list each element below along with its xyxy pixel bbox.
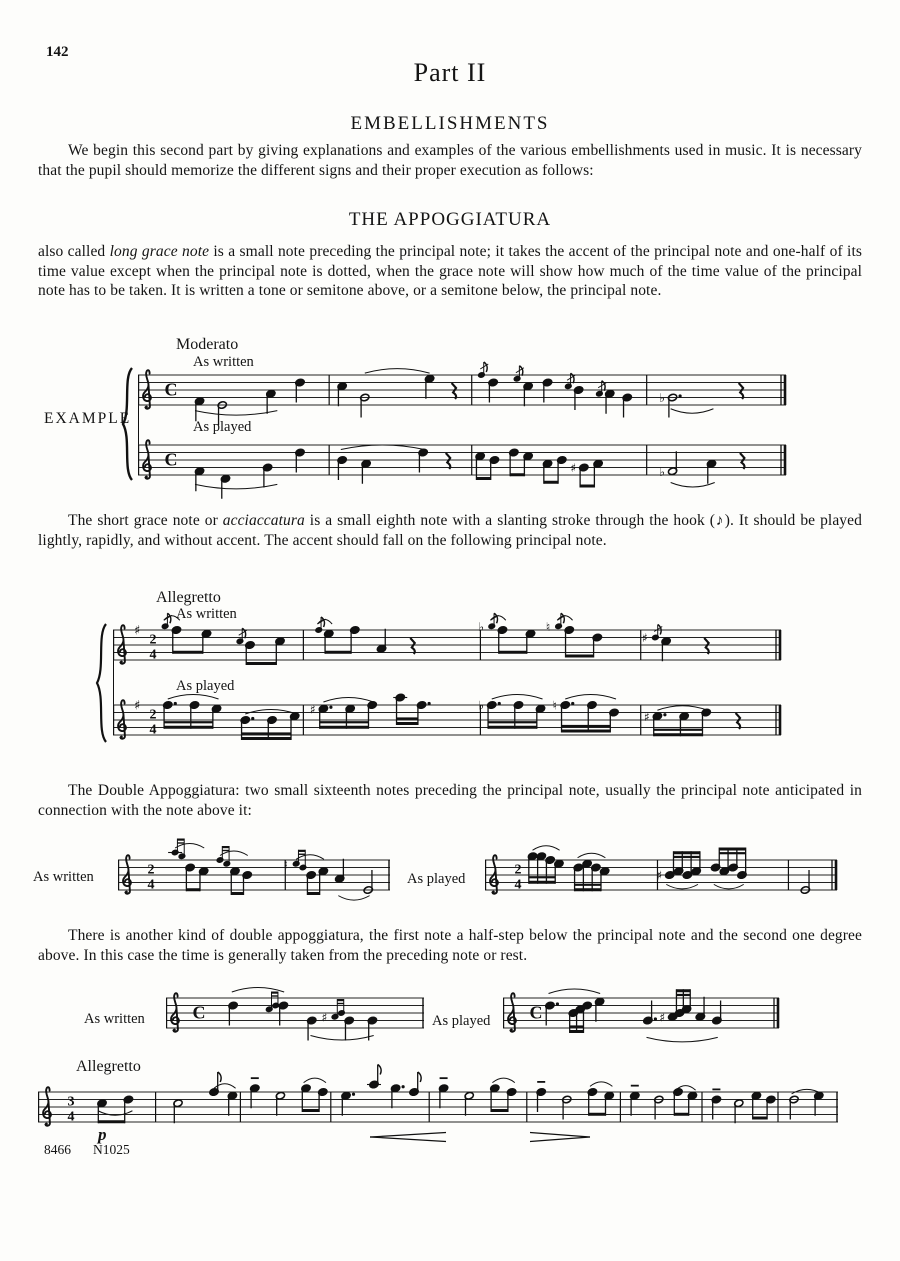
svg-text:C: C — [164, 449, 178, 470]
as-written-label-4: As written — [84, 1011, 145, 1027]
svg-text:C: C — [192, 1002, 206, 1023]
appoggiatura-lead: also called — [38, 243, 110, 260]
half-step-text: There is another kind of double appoggiatura, the first note a half-step below the principal note and the second one degree above. In this case the time is generally taken from the preceding note or rest. — [38, 927, 862, 964]
svg-text:♭: ♭ — [659, 464, 665, 479]
svg-text:4: 4 — [67, 1109, 75, 1125]
half-step-paragraph — [38, 926, 862, 965]
svg-text:2: 2 — [149, 632, 157, 648]
svg-text:♭: ♭ — [478, 619, 485, 634]
svg-text:♭: ♭ — [478, 698, 485, 713]
svg-text:4: 4 — [149, 647, 157, 663]
appoggiatura-rest: is a small note preceding the principal note; it takes the accent of the principal note and one-half of its time value except when the principal note is dotted, when the grace note will show how much of the time value of the principal note has to be taken. It is written a tone or semitone above, or a semitone below, the principal note. — [38, 243, 862, 299]
appoggiatura-heading: THE APPOGGIATURA — [348, 209, 552, 230]
tempo-allegretto-2: Allegretto — [76, 1058, 141, 1075]
svg-text:♯: ♯ — [321, 1010, 328, 1025]
as-played-label-1: As played — [193, 419, 252, 435]
tempo-allegretto-1: Allegretto — [156, 589, 221, 606]
staff-allegretto-closing-line — [33, 1060, 846, 1187]
appoggiatura-term: long grace note — [109, 243, 210, 260]
double-appoggiatura-paragraph — [38, 781, 862, 820]
svg-text:♮: ♮ — [545, 619, 551, 634]
plate-number: 8466 — [44, 1142, 71, 1157]
svg-text:4: 4 — [514, 877, 522, 893]
svg-text:♯: ♯ — [310, 702, 316, 717]
acciaccatura-lead: The short grace note or — [68, 512, 223, 529]
page-number: 142 — [46, 44, 69, 60]
example-label: EXAMPLE — [44, 410, 132, 427]
svg-text:3: 3 — [67, 1094, 75, 1110]
acciaccatura-paragraph — [38, 511, 862, 550]
svg-text:4: 4 — [147, 877, 155, 893]
svg-text:4: 4 — [149, 722, 157, 738]
catalog-number: N1025 — [93, 1142, 130, 1157]
staff-allegretto-as-played — [108, 673, 789, 790]
svg-text:♯: ♯ — [642, 631, 648, 645]
appoggiatura-paragraph — [38, 242, 862, 301]
acciaccatura-rest: is a small eighth note with a slanting stroke through the hook (♪). It should be played lightly, rapidly, and without accent. The accent should fall on the following principal note. — [38, 512, 862, 549]
svg-text:♯: ♯ — [644, 709, 650, 724]
svg-text:♮: ♮ — [552, 698, 557, 713]
intro-text: We begin this second part by giving explanations and examples of the various embellishments used in music. It is necessary that the pupil should memorize the different signs and their proper execution as follows: — [38, 142, 862, 179]
part-title: Part II — [413, 58, 487, 87]
section-heading: EMBELLISHMENTS — [350, 113, 550, 134]
svg-text:♯: ♯ — [656, 868, 663, 883]
svg-text:♯: ♯ — [134, 698, 141, 714]
svg-text:p: p — [98, 1125, 107, 1144]
plate-footer — [44, 1142, 130, 1158]
as-played-label-3: As played — [407, 871, 466, 887]
tempo-moderato: Moderato — [176, 336, 239, 353]
svg-text:2: 2 — [514, 862, 522, 878]
as-written-label-1: As written — [193, 354, 254, 370]
svg-text:♯: ♯ — [659, 1010, 666, 1025]
acciaccatura-term: acciaccatura — [222, 512, 305, 529]
as-played-label-2: As played — [176, 678, 235, 694]
intro-paragraph — [38, 141, 862, 180]
svg-text:♮: ♮ — [283, 857, 288, 872]
svg-text:C: C — [529, 1002, 543, 1023]
as-written-label-2: As written — [176, 606, 237, 622]
double-appoggiatura-text: The Double Appoggiatura: two small sixteenth notes preceding the principal note, usually the principal note anticipated in connection with the note above it: — [38, 782, 862, 819]
svg-text:♭: ♭ — [659, 391, 665, 405]
svg-text:2: 2 — [147, 862, 155, 878]
svg-text:♯: ♯ — [134, 623, 141, 639]
as-written-label-3: As written — [33, 869, 94, 885]
svg-text:2: 2 — [149, 707, 157, 723]
svg-text:C: C — [164, 379, 178, 400]
as-played-label-4: As played — [432, 1013, 491, 1029]
svg-text:♯: ♯ — [570, 461, 577, 475]
